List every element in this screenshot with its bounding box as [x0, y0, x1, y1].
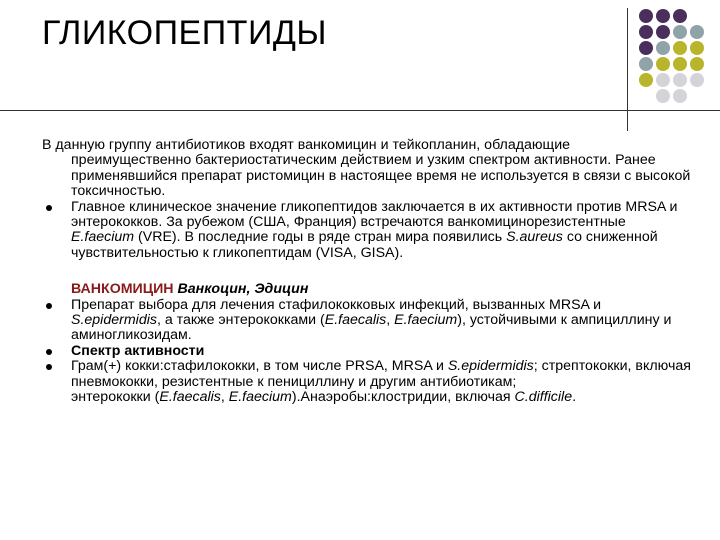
slide-title: ГЛИКОПЕПТИДЫ	[42, 14, 328, 52]
decorative-dot	[639, 41, 653, 55]
intro-first-line: В данную группу антибиотиков входят ванкомицин и тейкопланин, обладающие	[42, 137, 571, 153]
bullet-icon	[46, 303, 52, 309]
list-item-gram-positive: Грам(+) кокки:стафилококки, в том числе PRSA, MRSA и S.epidermidis; стрептококки, включая пневмококки, резистентные к пенициллину и другим антибиотикам; энтерококки (E.faecalis, E.faecium).Анаэробы:клостридии, включая C.difficile.	[42, 359, 692, 405]
decorative-dot	[639, 25, 653, 39]
decorative-dot	[673, 25, 687, 39]
decorative-dot	[673, 9, 687, 23]
list-item-spectrum-heading: Спектр активности	[42, 344, 692, 359]
bullet-icon	[46, 349, 52, 355]
decorative-dot	[656, 25, 670, 39]
list-item-indication: Препарат выбора для лечения стафилококковых инфекций, вызванных MRSA и S.epidermidis, а также энтерококками (E.faecalis, E.faecium), устойчивыми к ампициллину и аминогликозидам.	[42, 298, 692, 344]
decorative-dot	[656, 89, 670, 103]
decorative-dot	[656, 57, 670, 71]
decorative-dot	[673, 89, 687, 103]
list-item-clinical: Главное клиническое значение гликопептидов заключается в их активности против MRSA и энтерококков. За рубежом (США, Франция) встречаются ванкомицинорезистентные E.faecium (VRE). В последние годы в ряде стран мира появились S.aureus со сниженной чувствительностью к гликопептидам (VISA, GISA).	[42, 200, 692, 262]
decorative-dot	[673, 41, 687, 55]
decorative-dot	[690, 57, 704, 71]
horizontal-divider	[0, 110, 720, 111]
decorative-dot-grid	[639, 9, 714, 109]
intro-paragraph	[42, 138, 692, 200]
intro-continuation: преимущественно бактериостатическим действием и узким спектром активности. Ранее применявшийся препарат ристомицин в настоящее время не используется в связи с высокой токсичностью.	[71, 152, 691, 200]
slide-body	[42, 138, 692, 406]
decorative-dot	[656, 41, 670, 55]
decorative-dot	[656, 9, 670, 23]
decorative-dot	[690, 73, 704, 87]
vertical-divider	[627, 8, 628, 131]
decorative-dot	[639, 57, 653, 71]
trade-names: Ванкоцин, Эдицин	[177, 281, 309, 298]
decorative-dot	[639, 73, 653, 87]
decorative-dot	[673, 73, 687, 87]
bullet-icon	[46, 205, 52, 211]
decorative-dot	[690, 41, 704, 55]
decorative-dot	[690, 25, 704, 39]
decorative-dot	[673, 57, 687, 71]
decorative-dot	[656, 73, 670, 87]
drug-name: ВАНКОМИЦИН	[71, 281, 174, 298]
drug-heading	[42, 282, 692, 297]
bullet-icon	[46, 364, 52, 370]
decorative-dot	[639, 9, 653, 23]
